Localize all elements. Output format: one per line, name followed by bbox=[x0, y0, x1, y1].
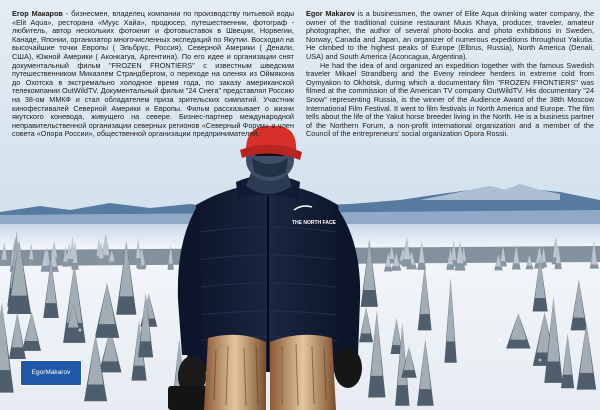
english-text-column bbox=[306, 10, 594, 139]
russian-paragraph-1: - бизнесмен, владелец компании по производству питьевой воды «Elit Aqua», ресторана «Муус Хайа», продюсер, путешественник, фотограф - любитель, автор нескольких фотокниг и фотовыставок в Швеции, Норвегии, Канаде, Японии, организатор многочисленных экспедиций по Якутии. Восходил на высочайшие точки Европы ( Эльбрус, Россия), Северной Америки ( Денали, США), Южной Америки ( Аконкагуа, Аргентина). bbox=[12, 9, 294, 61]
english-paragraph-1: is a businessmen, the owner of Elite Aqua drinking water company, the owner of the traditional cuisine restaurant Muus Khaya, producer, traveler, amateur photographer, the author of several photo-books and photo exhibitions in Sweden, Norway, Canada and Japan, an organizer of numerous expeditions throughout Yakutia. He climbed to the highest peaks of Europe (Elbrus, Russia), North America (Denali, USA) and South America (Aconcagua, Argentina). bbox=[306, 9, 595, 61]
english-paragraph-2: He had the idea of and organized an expedition together with the famous Swedish traveler Mikael Strandberg and the Eveny reindeer herders in extreme cold from Oymyakon to Okhotsk, during which a documentary film "FROZEN FRONTIERS" was filmed at the commission of the American TV company OutWildTV. His documentary "24 Snow" representing Russia, is the winner of the Audience Award of the 38th Moscow International Film Festival. It went to film festivals in North America and Europe. The film tells about the life of the Yakut horse breeder living in the North. He is a business partner of the Northern Forum, a non-profit international organization and a member of the Council of the entrepreneurs' social organization Opora Rossii. bbox=[306, 60, 594, 139]
jacket-logo-text: THE NORTH FACE bbox=[292, 220, 336, 226]
english-author-name: Egor Makarov bbox=[306, 9, 355, 18]
russian-text-column bbox=[12, 10, 294, 139]
egor-makarov-logo: EgorMakarov bbox=[20, 360, 82, 386]
russian-paragraph-2: По его идее и организации снят документальный фильм "FROZEN FRONTIERS" с известным шведским путешественником Микаэлем Страндбергом, о переходе на оленях из Оймякона до Охотска в экстремально холодное время года, по заказу американской телекомпании OutWildTV. Документальный фильм "24 Снега" представлял Россию на 38-ом ММКФ и стал обладателем приза зрительских симпатий. Участник кинофестивалей Северной Америки и Европы. Фильм рассказывает о жизни якутского коневода, живущего на севере. Бизнес-партнер международной неправительственной организации северных регионов «Северный Форум» и член совета «Опора России», общественной организации предпринимателей. bbox=[12, 51, 294, 139]
russian-author-name: Егор Макаров bbox=[12, 9, 63, 18]
